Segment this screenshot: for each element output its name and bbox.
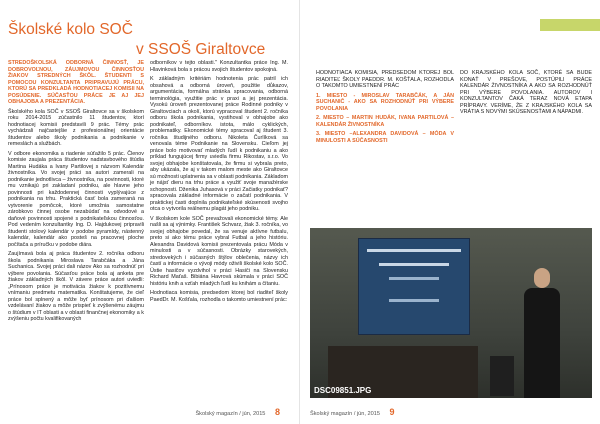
presenting-student [520,268,564,398]
winner-place: 3. [316,131,321,137]
results-intro: HODNOTIACA KOMISIA, PREDSEDOM KTOREJ BOL RIADITEĽ ŠKOLY PAEDDR. M. KOŠŤALA, ROZHODLA O TAKOMTO UMIESTNENÍ PRÁC [316,70,454,89]
screen-text-line [367,249,461,252]
paragraph: V odbore ekonomika a riadenie súťažilo 5 prác. Členov komisie zaujala práca študentov nadstavbového štúdia Martina Hudáka a Ivany Partilovej s názvom Kalendár živnostníka. Vo svojej práci sa autori zamerali na podnikanie jednotlivca – živnostníka, na povinnosti, ktoré mu vznikajú pri zakladaní podniku, ale hlavne jeho povinnosti pri každodennej činnosti vyplývajúce z podnikania na trhu. Praktická časť bola zameraná na vytvorenie pomôcok, ktoré umožnia samostatne zárobkovo činnej osobe nezabúdať na odvodové a daňové povinnosti spojené s podnikateľskou činnosťou. Pod vedením konzultantky Ing. D. Hajdukovej pripravili študenti stolový kalendár v podobe pyramídy, nástenný kalendár, kalendár ako posteš na pracovnej ploche počítača a príručku v podobe diára. [8,150,144,248]
paragraph: K základným kritériám hodnotenia prác patril ich obsahová a odborná úroveň, použitie důkazov, argumentácia, formálna stránka spracovania, odborná terminológia, využitie prác v praxi a jej prezentácia. Vysokú úroveň prezentovanej práce Rodinné podniky v Giraltovciach a okolí, ktorú vypracoval študent 2. ročníka odboru škola podnikania, vystihoval v obhajobe ako podnikateľ, odborníkov. istota, málo cyklických, problematiky. Ekonomické témy spracoval aj študent 3. ročníka študijného odboru. Nikoleta Čurlíková sa venovala téme Podnikanie na Slovensku. Cieľom jej práce bolo motivovať mladých ľudí k podnikaniu a ako príklad fungujúcej firmy uviedla firmu Rikostav, s.r.o. Vo svojej obhajobe konštatovala, že firmu si vybrala preto, aby ukázala, že aj v takom malom meste ako Giraltovce sú možnosti uplatnenia sa v oblasti podnikania. Základom je nájsť dieru na trhu práce a využiť svoje manažérske schopnosti. Dženika Juhasová v práci Začiatky podnikať? spracovala základné informácie o začatí podnikania. V praktickej časti doplnila podnikateľské skúsenosti svojho otca o vytvorila reálnemu plagát jeho podniku. [150,76,288,212]
screen-text-line [389,299,439,302]
paragraph: V školskom kole SOČ prevažovali ekonomické témy. Ale našli sa aj výnimky. František Schvarz, žiak 3. ročníka, vo svojej obhajobe povedal, že sa venuje aktívne futbalu, preto si ako tému práce vybral Futbal a jeho históriu. Alexandra Davidová komisii prezentovala prácu Móda v minulosti a v súčasnosti. Obrázky starovekých, stredovekých i súčasných štýlov oblečenia, názvy ich častí a informácie o vývoji módy oživili školské kolo SOČ. Ústie hasičov vyzdvihol v práci Hasiči na Slovensku Richard Maťaš. Bibiána Havrová skúmala v práci SOČ históriu knih a vzťah mladých ľudí ku knihám a čítaniu. [150,215,288,287]
footer-text: Školský magazín / jún, 2015 [195,411,266,417]
photo-caption: DSC09851.JPG [314,386,372,395]
footer-left [195,407,280,417]
paragraph: Zaujímavá bola aj práca študentov 2. ročníka odboru škola podnikania Miroslava Tarabčáka a Jána Suchanica. Svojej práci dali názov Ako sa rozhodnúť pri výbere povolania. Súčasťou práce bola aj anketa pre žiakov základných škôl. V závere práce autori uviedli: „Prínosom práce je motivácia žiakov k pozitívnemu vnímaniu predmetu matematika. Konštatujeme, že cieľ práce bol splnený a môže byť prínosom pri ďalšom vzdelávaní žiakov a môže prispieť k zvýšenému záujmu o štúdium v IT oblasti a v oblasti finančnej ekonomiky a k zvýšeniu počtu kvalifikovaných [8,251,144,322]
left-column-1 [8,60,144,326]
page-number: 8 [274,407,280,417]
winner-place: 1. [316,92,321,99]
winner-3 [316,131,454,144]
winner-text: MIESTO - MIROSLAV TARABČÁK, A JÁN SUCHANIČ - AKO SA ROZHODNÚŤ PRI VÝBERE POVOLANIA [316,92,454,112]
page-right [300,0,600,424]
title-line2: v SSOŠ Giraltovce [136,41,266,59]
winner-2 [316,115,454,128]
person-head [534,268,550,288]
screen-text-line [379,263,449,266]
lead-paragraph: STREDOŠKOLSKÁ ODBORNÁ ČINNOSŤ, JE DOBROVOĽNOU, ZÁUJMOVOU ČINNOSŤOU ŽIAKOV STREDNÝCH ŠKÔL. ŠTUDENTI S POMOCOU KONZULTANTA PRIPRAVUJÚ PRÁCU, KTORÚ SA PREDKLADÁ HODNOTIACEJ KOMISII NA POSÚDENIE. SÚČASŤOU PRÁCE JE AJ JEJ OBHAJOBA A PREZENTÁCIA. [8,60,144,105]
winner-place: 2. [316,115,321,121]
footer-right [310,407,395,417]
winner-text: MIESTO –ALEXANDRA DAVIDOVÁ – MÓDA V MINULOSTI A SÚČASNOSTI [316,131,454,144]
chair [490,356,514,396]
paragraph: odborníkov v tejto oblasti." Konzultantka práce Ing. M. Hlavinková bola s prácou svojich študentov spokojná. [150,60,288,73]
winner-1 [316,93,454,113]
winner-text: MIESTO – MARTIN HUDÁK, IVANA PARTILOVÁ – KALENDÁR ŽIVNOSTNÍKA [316,115,455,128]
left-column-2 [150,60,288,306]
projection-screen [358,238,470,335]
advance-column [460,70,592,119]
paragraph: Hodnotiaca komisia, predsedom ktorej bol riaditeľ školy PaedDr. M. Košťala, rozhodla o takomto umiestnení prác: [150,290,288,303]
paragraph: Školského kola SOČ v SSOŠ Giraltovce sa v školskom roku 2014-2015 zúčastnilo 11 študentov, ktorí hodnotiacej komisii predstavili 9 prác. Témy prác vychádzali najčastejšie z profesionálnej orientácie študentov alebo školy podnikania a podnikanie v remeslách a službách. [8,108,144,147]
results-column [316,70,454,147]
title-line1: Školské kolo SOČ [8,21,133,39]
article-title [8,20,265,60]
page-number: 9 [389,407,395,417]
screen-text-line [389,277,439,280]
advance-text: DO KRAJSKÉHO KOLA SOČ, KTORÉ SA BUDE KONAŤ V PREŠOVE, POSTÚPILI PRÁCE KALENDÁR ŽIVNOSTNÍKA A AKO SA ROZHODNÚŤ PRI VÝBERE POVOLANIA. AUTOROV I KONZULTANTOV ČAKÁ TERAZ NOVÁ ETAPA PRÍPRAVY. VERÍME, ŽE Z KRAJSKÉHO KOLA SA VRÁTIA S NOVÝMI SKÚSENOSŤAMI A NÁPADMI. [460,70,592,115]
presentation-photo [310,228,592,398]
footer-text: Školský magazín / jún, 2015 [310,411,380,417]
person-body [524,288,560,398]
green-accent-bar [540,19,600,31]
